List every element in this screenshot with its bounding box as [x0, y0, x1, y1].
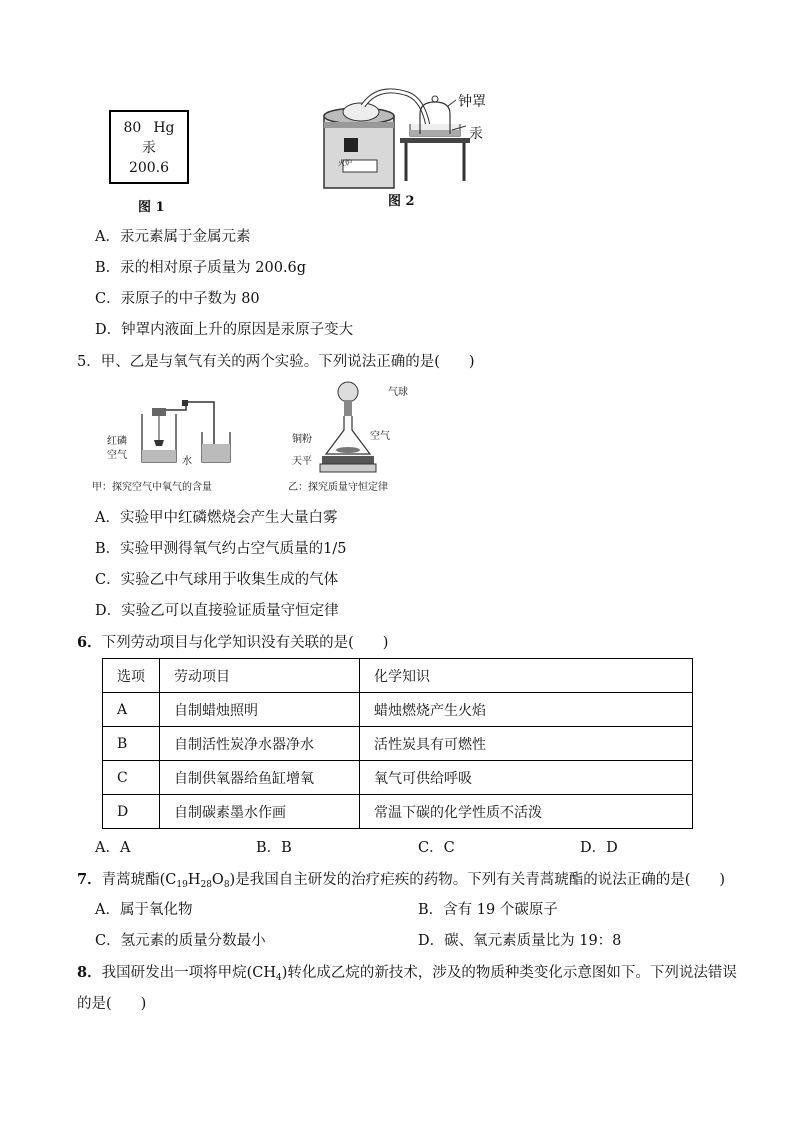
table-cell: 活性炭具有可燃性 — [360, 727, 693, 761]
q7-stem-part: O — [211, 872, 224, 888]
q4-option-d: D．钟罩内液面上升的原因是汞原子变大 — [95, 322, 354, 338]
fig-b-caption: 乙：探究质量守恒定律 — [288, 482, 388, 493]
atomic-mass: 200.6 — [128, 160, 170, 176]
q4-option-a: A．汞元素属于金属元素 — [95, 229, 251, 245]
q6-stem-text: 下列劳动项目与化学知识没有关联的是( ) — [101, 635, 389, 651]
table-cell: D — [103, 795, 160, 829]
element-symbol: Hg — [153, 120, 175, 136]
mass-conservation-apparatus-figure — [318, 380, 378, 476]
subscript: 28 — [200, 880, 212, 890]
table-cell: 自制蜡烛照明 — [160, 693, 360, 727]
table-header-cell: 劳动项目 — [160, 659, 360, 693]
bell-jar-label: 钟罩 — [458, 94, 486, 110]
q8-number: 8． — [77, 964, 102, 981]
fig1-caption: 图 1 — [138, 200, 165, 215]
q6-table — [102, 658, 693, 829]
q6-option-c: C．C — [418, 840, 455, 856]
q5-option-c: C．实验乙中气球用于收集生成的气体 — [95, 572, 339, 588]
air-label-b: 空气 — [370, 431, 390, 442]
table-cell: C — [103, 761, 160, 795]
element-card — [109, 110, 189, 184]
table-cell: 自制碳素墨水作画 — [160, 795, 360, 829]
q7-option-c: C．氢元素的质量分数最小 — [95, 933, 266, 949]
water-label: 水 — [182, 456, 192, 467]
subscript: 8 — [223, 880, 230, 890]
table-header-cell: 化学知识 — [360, 659, 693, 693]
q8-stem-line2: 的是( ) — [77, 996, 147, 1012]
q7-option-d: D．碳、氧元素质量比为 19：8 — [418, 933, 622, 949]
q8-stem — [77, 963, 737, 983]
atomic-number: 80 — [123, 120, 142, 136]
q5-option-d: D．实验乙可以直接验证质量守恒定律 — [95, 603, 339, 619]
table-cell: 氧气可供给呼吸 — [360, 761, 693, 795]
q5-option-a: A．实验甲中红磷燃烧会产生大量白雾 — [95, 510, 338, 526]
q6-option-b: B．B — [256, 840, 292, 856]
element-name: 汞 — [142, 140, 156, 156]
q6-option-d: D．D — [580, 840, 618, 856]
table-header-row — [103, 659, 693, 693]
q7-stem — [77, 870, 725, 890]
table-cell: A — [103, 693, 160, 727]
fig2-caption: 图 2 — [388, 194, 415, 209]
q5-option-b: B．实验甲测得氧气约占空气质量的1/5 — [95, 541, 347, 557]
table-cell: 蜡烛燃烧产生火焰 — [360, 693, 693, 727]
q5-stem: 5．甲、乙是与氧气有关的两个实验。下列说法正确的是( ) — [77, 354, 475, 370]
table-cell: B — [103, 727, 160, 761]
table-row — [103, 761, 693, 795]
red-phosphorus-label: 红磷 — [107, 436, 127, 447]
table-row — [103, 727, 693, 761]
table-header-cell: 选项 — [103, 659, 160, 693]
table-row — [103, 693, 693, 727]
q6-option-a: A．A — [95, 840, 131, 856]
table-cell: 自制活性炭净水器净水 — [160, 727, 360, 761]
balloon-label: 气球 — [388, 387, 408, 398]
furnace-label: 火炉 — [338, 159, 352, 167]
mercury-label: 汞 — [469, 126, 483, 142]
q6-number: 6． — [77, 634, 102, 651]
q4-option-b: B．汞的相对原子质量为 200.6g — [95, 260, 307, 276]
q4-option-c: C．汞原子的中子数为 80 — [95, 291, 260, 307]
q7-number: 7． — [77, 871, 102, 888]
q7-stem-part: H — [187, 872, 201, 888]
subscript: 19 — [176, 880, 188, 890]
fig-a-caption: 甲：探究空气中氧气的含量 — [92, 482, 212, 493]
table-row — [103, 795, 693, 829]
table-cell: 自制供氧器给鱼缸增氧 — [160, 761, 360, 795]
q6-stem — [77, 633, 388, 653]
table-cell: 常温下碳的化学性质不活泼 — [360, 795, 693, 829]
q7-stem-part: )是我国自主研发的治疗疟疾的药物。下列有关青蒿琥酯的说法正确的是( ) — [229, 872, 726, 888]
copper-powder-label: 铜粉 — [292, 434, 312, 445]
q7-stem-part: 青蒿琥酯(C — [101, 872, 177, 888]
q8-stem-part: )转化成乙烷的新技术，涉及的物质种类变化示意图如下。下列说法错误 — [281, 965, 737, 981]
balance-label: 天平 — [292, 456, 312, 467]
subscript: 4 — [276, 973, 282, 983]
q7-option-a: A．属于氧化物 — [95, 902, 193, 918]
q7-option-b: B．含有 19 个碳原子 — [418, 902, 558, 918]
q8-stem-part: 我国研发出一项将甲烷(CH — [101, 965, 276, 981]
air-label-a: 空气 — [107, 450, 127, 461]
